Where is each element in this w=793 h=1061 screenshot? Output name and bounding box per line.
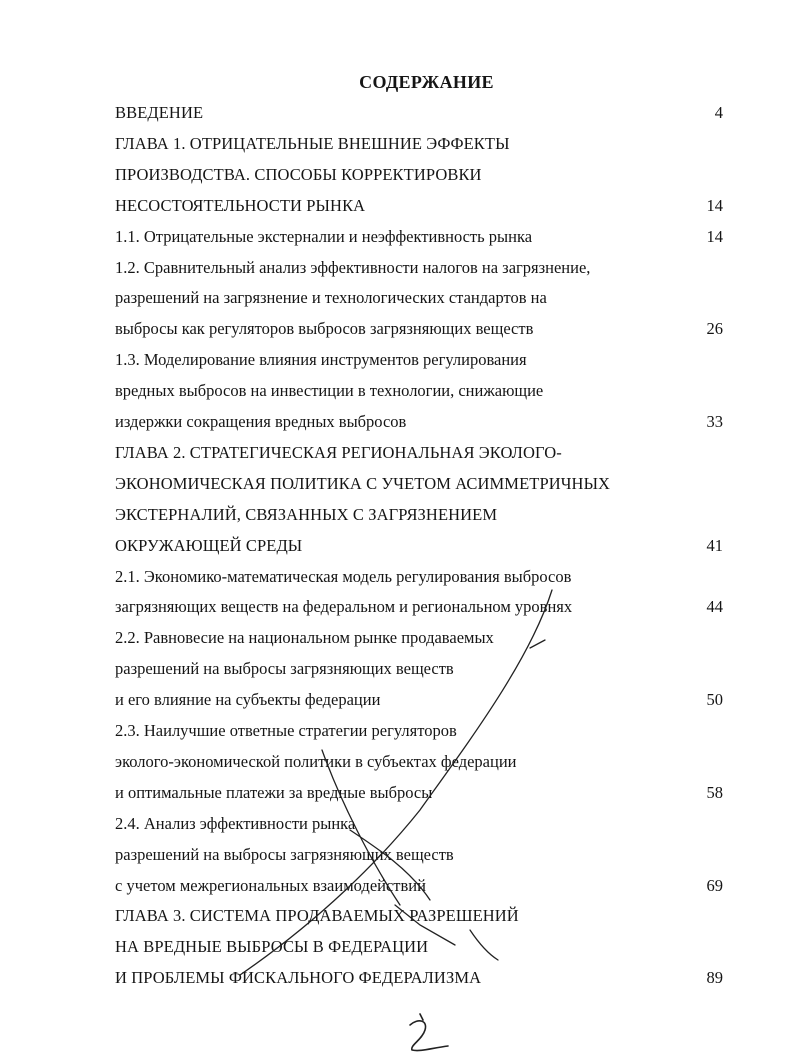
toc-entry: [0, 469, 793, 499]
toc-entry-text: выбросы как регуляторов выбросов загрязняющих веществ: [115, 319, 534, 339]
toc-entry-text: издержки сокращения вредных выбросов: [115, 412, 407, 431]
toc-entry-page-number: 58: [706, 782, 723, 802]
toc-entry: [0, 160, 793, 190]
toc-entry: [0, 345, 793, 375]
toc-entry: [0, 407, 793, 437]
toc-entry: [0, 129, 793, 159]
toc-entry: [0, 932, 793, 962]
toc-entry-text: 2.3. Наилучшие ответные стратегии регуляторов: [115, 721, 457, 740]
toc-entry: [0, 98, 793, 128]
toc-entry-text: НЕСОСТОЯТЕЛЬНОСТИ РЫНКА: [115, 195, 366, 215]
toc-entry-text: вредных выбросов на инвестиции в технологии, снижающие: [115, 381, 544, 401]
toc-entry-page-number: 41: [706, 535, 723, 555]
toc-entry-text: 1.2. Сравнительный анализ эффективности налогов на загрязнение,: [115, 257, 591, 277]
toc-entry: [0, 562, 793, 592]
toc-entry: [0, 283, 793, 313]
toc-entry: [0, 222, 793, 252]
toc-entry-text: 2.4. Анализ эффективности рынка: [115, 813, 356, 833]
toc-entry-text: 1.1. Отрицательные экстерналии и неэффективность рынка: [115, 226, 533, 246]
page-title: СОДЕРЖАНИЕ: [359, 72, 494, 92]
toc-entry: [0, 654, 793, 684]
toc-entry: [0, 531, 793, 561]
toc-entry-text: ГЛАВА 2. СТРАТЕГИЧЕСКАЯ РЕГИОНАЛЬНАЯ ЭКОЛОГО-: [115, 442, 562, 462]
toc-entry-text: 1.3. Моделирование влияния инструментов регулирования: [115, 350, 527, 370]
toc-entry: [0, 623, 793, 653]
toc-entry-page-number: 69: [706, 875, 723, 895]
toc-entry-page-number: 4: [714, 103, 723, 122]
toc-entry-text: загрязняющих веществ на федеральном и региональном уровнях: [115, 597, 573, 617]
toc-entry: [0, 778, 793, 808]
toc-entry-page-number: 26: [706, 319, 723, 339]
toc-entry-text: 2.1. Экономико-математическая модель регулирования выбросов: [115, 566, 572, 586]
toc-entry: [0, 592, 793, 622]
toc-entry-page-number: 14: [706, 195, 723, 215]
toc-entry-text: ЭКОНОМИЧЕСКАЯ ПОЛИТИКА С УЧЕТОМ АСИММЕТРИЧНЫХ: [115, 473, 611, 493]
toc-entry-text: ПРОИЗВОДСТВА. СПОСОБЫ КОРРЕКТИРОВКИ: [115, 164, 482, 184]
toc-entry-text: и его влияние на субъекты федерации: [115, 690, 381, 710]
toc-entry-text: разрешений на выбросы загрязняющих веществ: [115, 659, 454, 679]
toc-entry-text: И ПРОБЛЕМЫ ФИСКАЛЬНОГО ФЕДЕРАЛИЗМА: [115, 968, 482, 988]
toc-entry-page-number: 14: [706, 226, 723, 246]
toc-entry-text: ГЛАВА 3. СИСТЕМА ПРОДАВАЕМЫХ РАЗРЕШЕНИЙ: [115, 906, 519, 926]
toc-entry: [0, 314, 793, 344]
toc-entry-page-number: 50: [706, 690, 723, 710]
toc-entry: [0, 685, 793, 715]
toc-entry: [0, 438, 793, 468]
toc-entry: [0, 747, 793, 777]
toc-entry-text: ВВЕДЕНИЕ: [115, 103, 204, 122]
toc-entry-text: ОКРУЖАЮЩЕЙ СРЕДЫ: [115, 535, 303, 555]
toc-entry-text: с учетом межрегиональных взаимодействий: [115, 875, 426, 895]
toc-entry-text: ЭКСТЕРНАЛИЙ, СВЯЗАННЫХ С ЗАГРЯЗНЕНИЕМ: [115, 504, 498, 524]
toc-entry: [0, 901, 793, 931]
toc-entry-text: эколого-экономической политики в субъектах федерации: [115, 751, 517, 771]
toc-entry-text: НА ВРЕДНЫЕ ВЫБРОСЫ В ФЕДЕРАЦИИ: [115, 937, 429, 957]
toc-entry-text: и оптимальные платежи за вредные выбросы: [115, 782, 433, 802]
toc-entry: [0, 809, 793, 839]
toc-entry: [0, 716, 793, 746]
toc-entry: [0, 500, 793, 530]
toc-entry: [0, 191, 793, 221]
page-number-handwritten: [410, 1014, 448, 1051]
toc-entry-text: ГЛАВА 1. ОТРИЦАТЕЛЬНЫЕ ВНЕШНИЕ ЭФФЕКТЫ: [115, 133, 510, 153]
toc-entry-text: разрешений на загрязнение и технологических стандартов на: [115, 288, 547, 308]
toc-entry: [0, 963, 793, 993]
toc-entry: [0, 871, 793, 901]
toc-entry-page-number: 89: [706, 968, 723, 988]
toc-entry-text: разрешений на выбросы загрязняющих веществ: [115, 844, 454, 864]
toc-entry: [0, 376, 793, 406]
toc-entry: [0, 253, 793, 283]
toc-entry: [0, 840, 793, 870]
toc-entry-page-number: 44: [706, 597, 723, 617]
toc-entry-page-number: 33: [706, 412, 723, 431]
toc-entry-text: 2.2. Равновесие на национальном рынке продаваемых: [115, 628, 494, 648]
